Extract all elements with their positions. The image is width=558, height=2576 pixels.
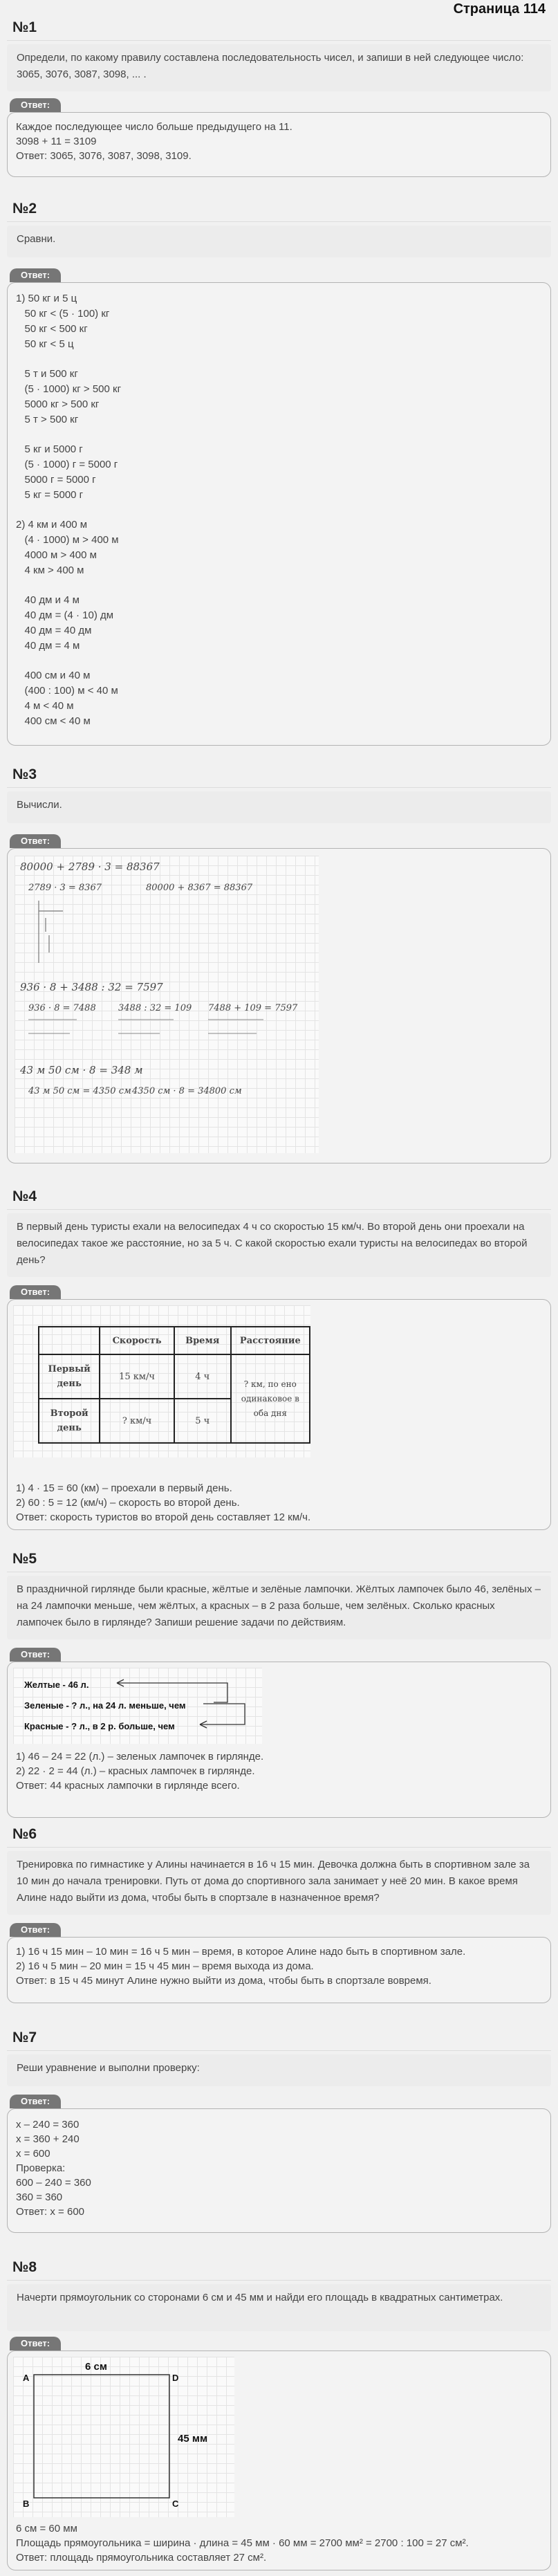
answer-tag: Ответ: bbox=[10, 268, 61, 282]
divider bbox=[7, 1847, 551, 1848]
column-calculation-sketch bbox=[21, 1016, 298, 1044]
answer-line: (400 : 100) м < 40 м bbox=[16, 685, 118, 697]
answer-line: Площадь прямоугольника = ширина · длина = 45 мм · 60 мм = 2700 мм² = 2700 : 100 = 27 см². bbox=[16, 2537, 469, 2549]
answer-tag: Ответ: bbox=[10, 1648, 61, 1662]
table-cell: 5 ч bbox=[174, 1399, 231, 1443]
answer-line: 2) 16 ч 5 мин – 20 мин = 15 ч 45 мин – время выхода из дома. bbox=[16, 1960, 314, 1972]
answer-tag: Ответ: bbox=[10, 98, 61, 112]
answer-line: Ответ: 3065, 3076, 3087, 3098, 3109. bbox=[16, 150, 192, 162]
handwritten-line: 2789 · 3 = 8367 bbox=[28, 883, 102, 893]
task-number: №7 bbox=[12, 2030, 37, 2045]
answer-box bbox=[7, 1662, 551, 1818]
answer-line: (5 · 1000) кг > 500 кг bbox=[16, 383, 122, 395]
lamp-diagram bbox=[13, 1668, 262, 1744]
answer-line: 40 дм = 40 дм bbox=[16, 625, 92, 636]
answer-line bbox=[16, 427, 542, 442]
answer-line bbox=[16, 578, 542, 593]
answer-line: 360 = 360 bbox=[16, 2191, 63, 2203]
long-division-sketch bbox=[35, 897, 118, 966]
answer-line: Ответ: в 15 ч 45 минут Алине нужно выйти из дома, чтобы быть в спортзале вовремя. bbox=[16, 1975, 431, 1987]
task-number: №5 bbox=[12, 1551, 37, 1567]
answer-line: 400 см < 40 м bbox=[16, 715, 91, 727]
answer-tag: Ответ: bbox=[10, 1923, 61, 1937]
divider bbox=[7, 221, 551, 222]
answer-tag: Ответ: bbox=[10, 1285, 61, 1299]
answer-line: 1) 4 · 15 = 60 (км) – проехали в первый день. bbox=[16, 1482, 232, 1494]
table-cell: Первый день bbox=[39, 1354, 100, 1399]
answer-line: Ответ: 44 красных лампочки в гирлянде всего. bbox=[16, 1780, 240, 1792]
question-box bbox=[7, 44, 551, 91]
answer-box bbox=[7, 848, 551, 1163]
answer-line: x = 360 + 240 bbox=[16, 2133, 80, 2145]
answer-tag: Ответ: bbox=[10, 2337, 61, 2350]
task-number: №1 bbox=[12, 19, 37, 35]
diagram-label-green: Зеленые - ? л., на 24 л. меньше, чем bbox=[24, 1700, 186, 1711]
task-number: №6 bbox=[12, 1826, 37, 1842]
question-text: Сравни. bbox=[17, 233, 56, 245]
speed-table bbox=[38, 1326, 310, 1444]
answer-line: 1) 16 ч 15 мин – 10 мин = 16 ч 5 мин – время, в которое Алине надо быть в спортивном зале. bbox=[16, 1946, 466, 1958]
handwritten-line: 4350 см · 8 = 34800 см bbox=[132, 1086, 242, 1096]
handwritten-solution bbox=[15, 856, 319, 1153]
right-side-label: 45 мм bbox=[178, 2433, 208, 2445]
divider bbox=[7, 40, 551, 41]
question-box bbox=[7, 1576, 551, 1639]
question-box bbox=[7, 2284, 551, 2331]
table-cell: ? км/ч bbox=[100, 1399, 174, 1443]
answer-line: 5 т > 500 кг bbox=[16, 414, 79, 425]
question-text: Тренировка по гимнастике у Алины начинается в 16 ч 15 мин. Девочка должна быть в спортивном зале за 10 мин до начала тренировки. Путь от дома до спортивного зала занимает у неё 20 мин. В какое время Алине надо выйти из дома, чтобы быть в спортзале в назначенное время? bbox=[17, 1859, 530, 1904]
answer-line: (4 · 1000) м > 400 м bbox=[16, 534, 119, 546]
corner-label: C bbox=[172, 2499, 179, 2509]
answer-line: Ответ: скорость туристов во второй день составляет 12 км/ч. bbox=[16, 1511, 311, 1523]
diagram-label-red: Красные - ? л., в 2 р. больше, чем bbox=[24, 1721, 175, 1731]
comparison-arrows bbox=[13, 1668, 262, 1744]
answer-box bbox=[7, 1937, 551, 2003]
question-text: Вычисли. bbox=[17, 799, 62, 811]
answer-box bbox=[7, 112, 551, 177]
answer-line: 1) 46 – 24 = 22 (л.) – зеленых лампочек в гирлянде. bbox=[16, 1751, 264, 1763]
answer-line: 50 кг < 500 кг bbox=[16, 323, 88, 335]
answer-line: x – 240 = 360 bbox=[16, 2119, 80, 2131]
divider bbox=[7, 2280, 551, 2281]
corner-label: A bbox=[23, 2373, 30, 2383]
corner-label: B bbox=[23, 2499, 30, 2509]
task-number: №4 bbox=[12, 1188, 37, 1204]
answer-line: 5 кг и 5000 г bbox=[16, 443, 83, 455]
answer-box bbox=[7, 2108, 551, 2233]
answer-line: Ответ: x = 600 bbox=[16, 2206, 85, 2218]
handwritten-line: 43 м 50 см = 4350 см bbox=[28, 1086, 131, 1096]
table-cell: ? км, по ено одинаковое в оба дня bbox=[231, 1354, 310, 1443]
answer-line: 4000 м > 400 м bbox=[16, 549, 97, 561]
task-number: №8 bbox=[12, 2259, 37, 2275]
handwritten-line: 80000 + 2789 · 3 = 88367 bbox=[20, 861, 160, 873]
question-box bbox=[7, 226, 551, 257]
divider bbox=[7, 787, 551, 788]
answer-line: 50 кг < (5 · 100) кг bbox=[16, 308, 110, 320]
handwritten-line: 43 м 50 см · 8 = 348 м bbox=[20, 1064, 143, 1076]
answer-line: 400 см и 40 м bbox=[16, 670, 91, 681]
answer-line: 5000 кг > 500 кг bbox=[16, 398, 100, 410]
question-box bbox=[7, 1213, 551, 1277]
answer-box bbox=[7, 2350, 551, 2570]
answer-line: 5 т и 500 кг bbox=[16, 368, 78, 380]
answer-line: 40 дм = (4 · 10) дм bbox=[16, 609, 114, 621]
answer-line: 600 – 240 = 360 bbox=[16, 2177, 91, 2189]
answer-line bbox=[16, 352, 542, 367]
handwritten-line: 80000 + 8367 = 88367 bbox=[146, 883, 253, 893]
handwritten-line: 3488 : 32 = 109 bbox=[118, 1003, 192, 1013]
answer-line: 40 дм и 4 м bbox=[16, 594, 80, 606]
answer-line: 3098 + 11 = 3109 bbox=[16, 136, 97, 147]
question-text: Начерти прямоугольник со сторонами 6 см и 45 мм и найди его площадь в квадратных сантиметрах. bbox=[17, 2292, 503, 2303]
answer-line: 4 км > 400 м bbox=[16, 564, 84, 576]
speed-table-figure bbox=[13, 1305, 310, 1457]
answer-line: Проверка: bbox=[16, 2162, 66, 2174]
answer-line: 6 см = 60 мм bbox=[16, 2523, 77, 2534]
answer-line: x = 600 bbox=[16, 2148, 50, 2160]
table-cell: 4 ч bbox=[174, 1354, 231, 1399]
table-cell: 15 км/ч bbox=[100, 1354, 174, 1399]
answer-line: 1) 50 кг и 5 ц bbox=[16, 293, 77, 304]
question-box bbox=[7, 2054, 551, 2086]
answer-line: 2) 60 : 5 = 12 (км/ч) – скорость во второй день. bbox=[16, 1497, 240, 1509]
handwritten-line: 7488 + 109 = 7597 bbox=[208, 1003, 298, 1013]
answer-line: 5 кг = 5000 г bbox=[16, 489, 84, 501]
answer-box bbox=[7, 282, 551, 746]
answer-line: 4 м < 40 м bbox=[16, 700, 74, 712]
question-text: В праздничной гирлянде были красные, жёлтые и зелёные лампочки. Жёлтых лампочек было 46, зелёных – на 24 лампочки меньше, чем жёлтых, а красных – в 2 раза больше, чем зелёных. Сколько красных лампочек было в гирлянде? Запиши решение задачи по действиям. bbox=[17, 1583, 541, 1628]
corner-label: D bbox=[172, 2373, 179, 2383]
task-number: №3 bbox=[12, 766, 37, 782]
answer-line: 2) 4 км и 400 м bbox=[16, 519, 88, 531]
answer-line: Ответ: площадь прямоугольника составляет 27 см². bbox=[16, 2552, 267, 2564]
divider bbox=[7, 1209, 551, 1210]
answer-tag: Ответ: bbox=[10, 834, 61, 848]
table-header bbox=[39, 1327, 100, 1354]
question-text: Реши уравнение и выполни проверку: bbox=[17, 2062, 200, 2074]
answer-line: (5 · 1000) г = 5000 г bbox=[16, 459, 118, 470]
table-header: Скорость bbox=[100, 1327, 174, 1354]
handwritten-line: 936 · 8 = 7488 bbox=[28, 1003, 96, 1013]
question-text: Определи, по какому правилу составлена последовательность чисел, и запиши в ней следующее число: 3065, 3076, 3087, 3098, ... . bbox=[17, 52, 524, 80]
top-side-label: 6 см bbox=[85, 2361, 107, 2373]
answer-line: 50 кг < 5 ц bbox=[16, 338, 74, 350]
answer-line: 2) 22 · 2 = 44 (л.) – красных лампочек в гирлянде. bbox=[16, 1765, 255, 1777]
answer-line: 40 дм = 4 м bbox=[16, 640, 80, 652]
task-number: №2 bbox=[12, 201, 37, 217]
answer-line: 5000 г = 5000 г bbox=[16, 474, 96, 486]
handwritten-line: 936 · 8 + 3488 : 32 = 7597 bbox=[20, 981, 163, 993]
question-text: В первый день туристы ехали на велосипедах 4 ч со скоростью 15 км/ч. Во второй день они проехали на велосипедах такое же расстояние, но за 5 ч. С какой скоростью ехали туристы на велосипедах во второй день? bbox=[17, 1221, 528, 1266]
answer-tag: Ответ: bbox=[10, 2095, 61, 2108]
answer-line bbox=[16, 503, 542, 517]
page-number: Страница 114 bbox=[453, 1, 546, 17]
answer-line: Каждое последующее число больше предыдущего на 11. bbox=[16, 121, 292, 133]
question-box bbox=[7, 791, 551, 823]
table-cell: Второй день bbox=[39, 1399, 100, 1443]
table-header: Расстояние bbox=[231, 1327, 310, 1354]
question-box bbox=[7, 1851, 551, 1915]
answer-line bbox=[16, 654, 542, 668]
table-header: Время bbox=[174, 1327, 231, 1354]
answer-box bbox=[7, 1299, 551, 1530]
rectangle-figure bbox=[13, 2357, 234, 2517]
divider bbox=[7, 2050, 551, 2051]
diagram-label-yellow: Желтые - 46 л. bbox=[24, 1680, 89, 1690]
